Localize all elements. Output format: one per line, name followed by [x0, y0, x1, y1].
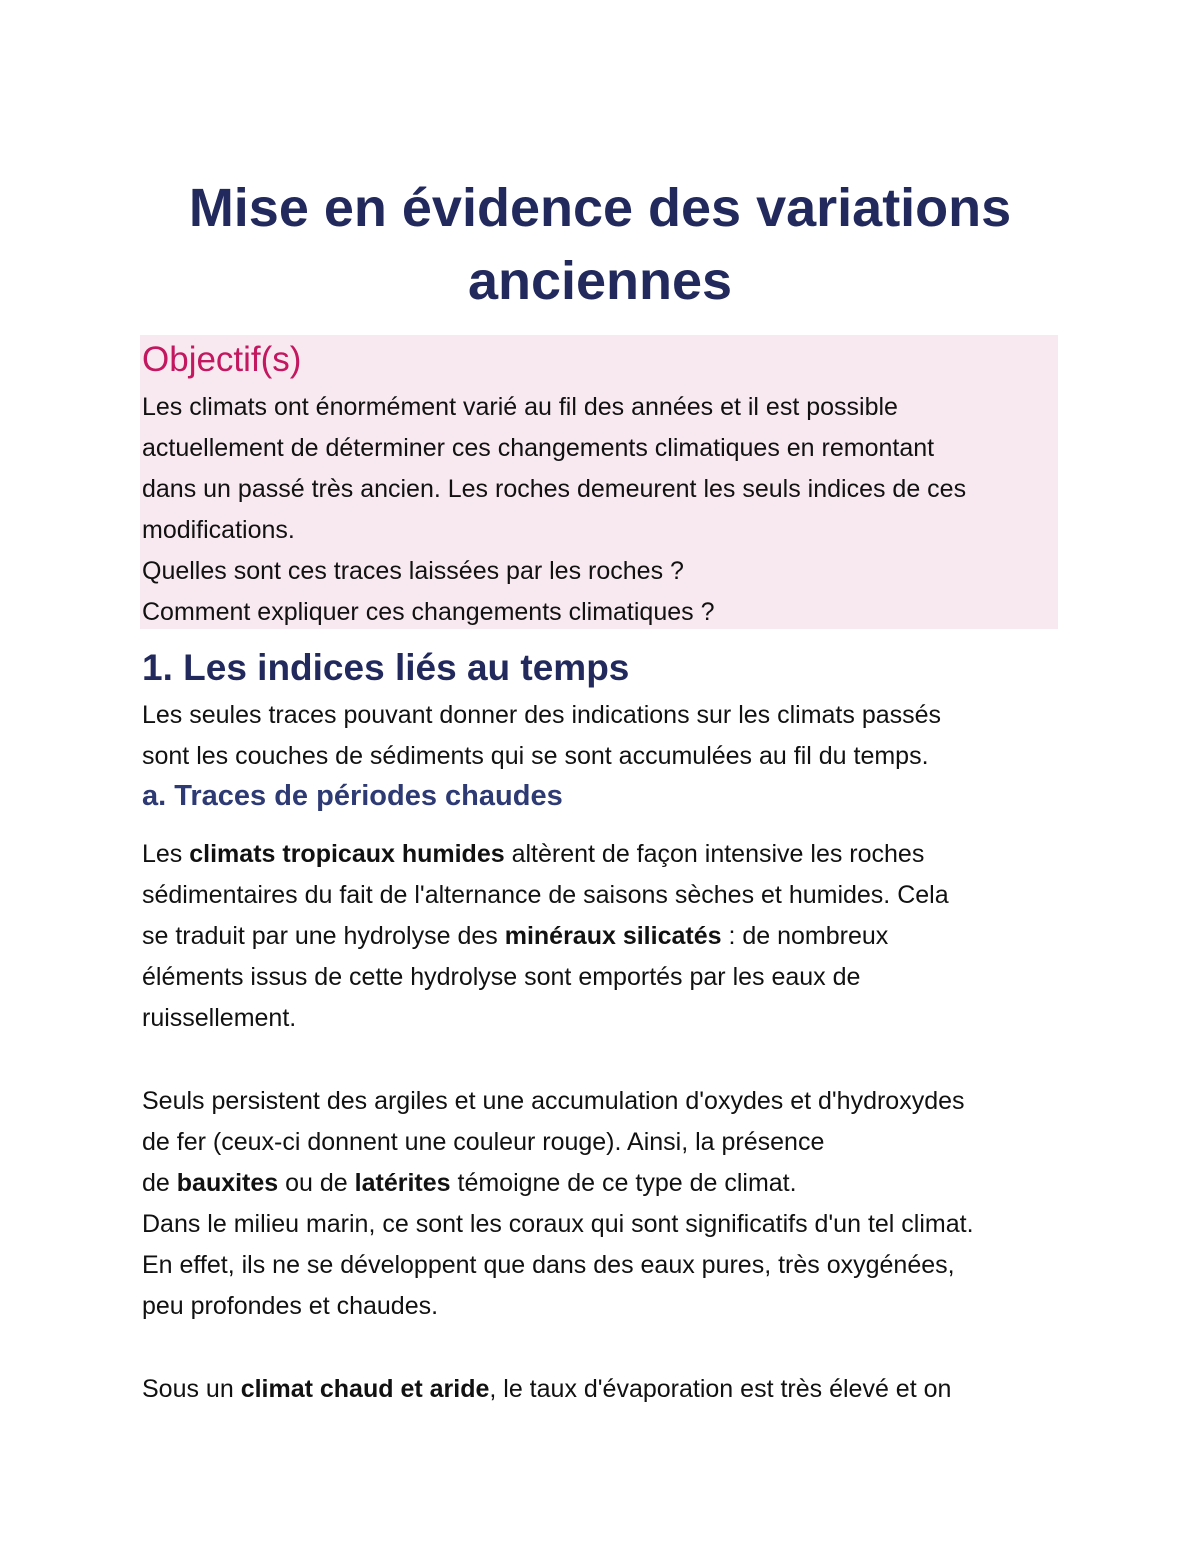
term-bauxites: bauxites — [176, 1169, 279, 1197]
section-1-heading: 1. Les indices liés au temps — [142, 647, 630, 688]
term-laterites: latérites — [354, 1169, 451, 1197]
title-line-2: anciennes — [467, 251, 733, 311]
paragraph-arid-climate — [142, 1369, 1072, 1410]
paragraph-line: éléments issus de cette hydrolyse sont emportés par les eaux de — [142, 963, 861, 991]
text-run: Les — [142, 840, 190, 868]
objectives-text — [142, 387, 1072, 633]
text-run: ou de — [278, 1169, 355, 1197]
paragraph-line: ruissellement. — [142, 1004, 297, 1032]
section-1-line: Les seules traces pouvant donner des indications sur les climats passés — [142, 701, 942, 729]
paragraph-line: Seuls persistent des argiles et une accumulation d'oxydes et d'hydroxydes — [142, 1087, 965, 1115]
objectives-question: Quelles sont ces traces laissées par les roches ? — [142, 557, 684, 585]
subsection-a-heading: a. Traces de périodes chaudes — [142, 780, 563, 812]
paragraph-line — [142, 1163, 1072, 1204]
paragraph-line: Dans le milieu marin, ce sont les coraux qui sont significatifs d'un tel climat. — [142, 1210, 974, 1238]
paragraph-line: En effet, ils ne se développent que dans des eaux pures, très oxygénées, — [142, 1251, 955, 1279]
objectives-line: dans un passé très ancien. Les roches demeurent les seuls indices de ces — [142, 475, 967, 503]
objectives-heading: Objectif(s) — [142, 340, 302, 379]
objectives-line: actuellement de déterminer ces changements climatiques en remontant — [142, 434, 935, 462]
paragraph-line: sédimentaires du fait de l'alternance de saisons sèches et humides. Cela — [142, 881, 949, 909]
title-line-1: Mise en évidence des variations — [188, 178, 1012, 238]
text-run: se traduit par une hydrolyse des — [142, 922, 505, 950]
text-run: témoigne de ce type de climat. — [450, 1169, 797, 1197]
text-run: altèrent de façon intensive les roches — [504, 840, 925, 868]
paragraph-line — [142, 916, 1072, 957]
paragraph-line: peu profondes et chaudes. — [142, 1292, 439, 1320]
section-1-line: sont les couches de sédiments qui se sont accumulées au fil du temps. — [142, 742, 929, 770]
objectives-question: Comment expliquer ces changements climatiques ? — [142, 598, 715, 626]
page-title — [100, 172, 1100, 318]
text-run: de — [142, 1169, 177, 1197]
term-climats-tropicaux: climats tropicaux humides — [189, 840, 505, 868]
paragraph-clays-corals — [142, 1081, 1072, 1327]
term-mineraux-silicates: minéraux silicatés — [504, 922, 722, 950]
text-run: : de nombreux — [721, 922, 889, 950]
paragraph-line — [142, 1369, 1072, 1410]
paragraph-line — [142, 834, 1072, 875]
section-1-text — [142, 695, 1072, 777]
term-climat-chaud-aride: climat chaud et aride — [240, 1375, 490, 1403]
objectives-line: Les climats ont énormément varié au fil des années et il est possible — [142, 393, 898, 421]
objectives-line: modifications. — [142, 516, 295, 544]
paragraph-humid-tropical — [142, 834, 1072, 1039]
paragraph-line: de fer (ceux-ci donnent une couleur rouge). Ainsi, la présence — [142, 1128, 825, 1156]
text-run: Sous un — [142, 1375, 241, 1403]
text-run: , le taux d'évaporation est très élevé et on — [489, 1375, 952, 1403]
